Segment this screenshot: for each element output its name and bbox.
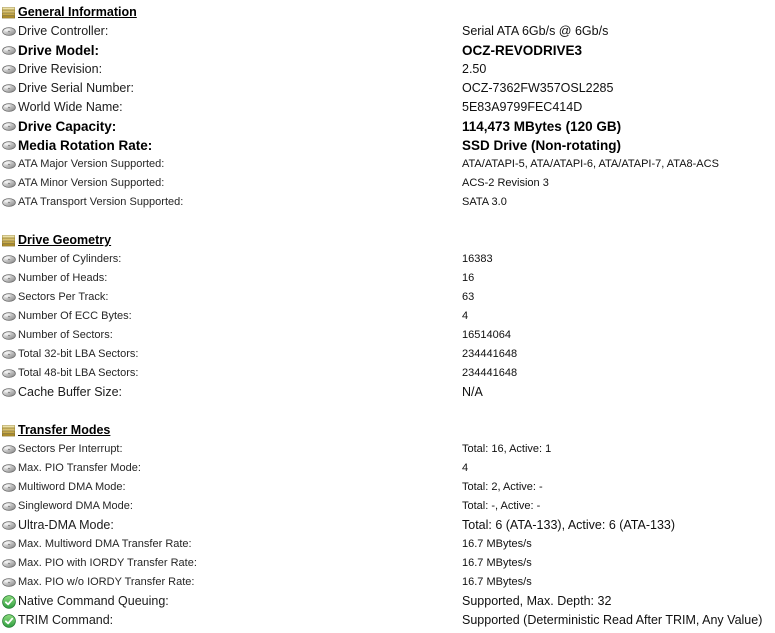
drive-platter-icon — [2, 558, 18, 569]
row-value: 16 — [462, 272, 475, 284]
info-row — [2, 592, 775, 611]
drive-platter-icon — [2, 83, 18, 94]
info-row — [2, 345, 775, 364]
row-label: Ultra-DMA Mode: — [18, 518, 114, 532]
row-label: Cache Buffer Size: — [18, 385, 122, 399]
info-row — [2, 117, 775, 136]
info-row — [2, 155, 775, 174]
row-label: Drive Model: — [18, 43, 100, 58]
row-label: Drive Capacity: — [18, 119, 117, 134]
info-row — [2, 364, 775, 383]
drive-platter-icon — [2, 387, 18, 398]
drive-platter-icon — [2, 482, 18, 493]
info-row — [2, 573, 775, 592]
row-label: Native Command Queuing: — [18, 594, 169, 608]
row-label: Max. PIO with IORDY Transfer Rate: — [18, 557, 197, 569]
drive-platter-icon — [2, 26, 18, 37]
info-row — [2, 41, 775, 60]
section-list-icon — [2, 7, 18, 19]
row-value: ACS-2 Revision 3 — [462, 177, 549, 189]
row-label: Drive Controller: — [18, 24, 109, 38]
row-label: Media Rotation Rate: — [18, 138, 153, 153]
row-value: Total: -, Active: - — [462, 500, 541, 512]
section-header — [2, 421, 775, 440]
info-row — [2, 459, 775, 478]
row-label: Max. PIO w/o IORDY Transfer Rate: — [18, 576, 195, 588]
row-label: Number of Heads: — [18, 272, 108, 284]
info-row — [2, 288, 775, 307]
section-title[interactable]: Drive Geometry — [18, 233, 112, 247]
row-label: Multiword DMA Mode: — [18, 481, 126, 493]
info-row — [2, 136, 775, 155]
section-header — [2, 231, 775, 250]
row-label: World Wide Name: — [18, 100, 123, 114]
drive-platter-icon — [2, 539, 18, 550]
section-title[interactable]: General Information — [18, 5, 137, 19]
drive-platter-icon — [2, 501, 18, 512]
section-list-icon — [2, 235, 18, 247]
info-section — [2, 231, 775, 402]
row-label: Max. Multiword DMA Transfer Rate: — [18, 538, 192, 550]
info-row — [2, 478, 775, 497]
check-icon — [2, 614, 18, 628]
row-label: Total 48-bit LBA Sectors: — [18, 367, 139, 379]
row-value: 4 — [462, 310, 469, 322]
section-list-icon — [2, 425, 18, 437]
drive-platter-icon — [2, 577, 18, 588]
check-icon — [2, 595, 18, 609]
row-value: Supported, Max. Depth: 32 — [462, 594, 612, 608]
row-value: 234441648 — [462, 348, 518, 360]
section-title[interactable]: Transfer Modes — [18, 423, 111, 437]
info-row — [2, 516, 775, 535]
row-value: Total: 16, Active: 1 — [462, 443, 552, 455]
row-label: Max. PIO Transfer Mode: — [18, 462, 141, 474]
info-row — [2, 611, 775, 630]
info-row — [2, 79, 775, 98]
row-value: Supported (Deterministic Read After TRIM, Any Value) — [462, 613, 763, 627]
info-row — [2, 383, 775, 402]
row-value: 114,473 MBytes (120 GB) — [462, 119, 622, 134]
row-label: Drive Serial Number: — [18, 81, 135, 95]
info-row — [2, 22, 775, 41]
info-row — [2, 326, 775, 345]
info-row — [2, 440, 775, 459]
row-value: 16514064 — [462, 329, 511, 341]
row-label: Sectors Per Track: — [18, 291, 109, 303]
row-label: TRIM Command: — [18, 613, 114, 627]
info-row — [2, 60, 775, 79]
row-value: 16.7 MBytes/s — [462, 576, 532, 588]
drive-platter-icon — [2, 273, 18, 284]
info-row — [2, 193, 775, 212]
row-label: Number of Sectors: — [18, 329, 113, 341]
row-label: Total 32-bit LBA Sectors: — [18, 348, 139, 360]
row-value: Total: 6 (ATA-133), Active: 6 (ATA-133) — [462, 518, 676, 532]
row-label: Number of Cylinders: — [18, 253, 122, 265]
info-row — [2, 174, 775, 193]
drive-platter-icon — [2, 140, 18, 151]
drive-platter-icon — [2, 330, 18, 341]
drive-platter-icon — [2, 520, 18, 531]
row-value: ATA/ATAPI-5, ATA/ATAPI-6, ATA/ATAPI-7, ATA8-ACS — [462, 158, 719, 170]
info-row — [2, 554, 775, 573]
row-label: Singleword DMA Mode: — [18, 500, 133, 512]
drive-platter-icon — [2, 45, 18, 56]
row-label: ATA Transport Version Supported: — [18, 196, 184, 208]
row-value: 16.7 MBytes/s — [462, 557, 532, 569]
drive-platter-icon — [2, 463, 18, 474]
info-row — [2, 269, 775, 288]
row-value: 63 — [462, 291, 475, 303]
row-value: 16.7 MBytes/s — [462, 538, 532, 550]
drive-platter-icon — [2, 311, 18, 322]
row-label: Number Of ECC Bytes: — [18, 310, 132, 322]
row-label: ATA Major Version Supported: — [18, 158, 165, 170]
row-value: 4 — [462, 462, 469, 474]
drive-platter-icon — [2, 64, 18, 75]
info-row — [2, 307, 775, 326]
row-value: Serial ATA 6Gb/s @ 6Gb/s — [462, 24, 609, 38]
info-section — [2, 3, 775, 212]
row-value: SATA 3.0 — [462, 196, 507, 208]
drive-platter-icon — [2, 349, 18, 360]
info-row — [2, 535, 775, 554]
drive-platter-icon — [2, 121, 18, 132]
drive-platter-icon — [2, 254, 18, 265]
drive-platter-icon — [2, 197, 18, 208]
row-value: OCZ-REVODRIVE3 — [462, 43, 583, 58]
info-section — [2, 421, 775, 630]
row-label: Drive Revision: — [18, 62, 103, 76]
drive-platter-icon — [2, 292, 18, 303]
row-value: 16383 — [462, 253, 493, 265]
drive-platter-icon — [2, 178, 18, 189]
drive-platter-icon — [2, 102, 18, 113]
row-value: 2.50 — [462, 62, 487, 76]
drive-platter-icon — [2, 159, 18, 170]
section-header — [2, 3, 775, 22]
info-row — [2, 497, 775, 516]
drive-platter-icon — [2, 444, 18, 455]
row-value: OCZ-7362FW357OSL2285 — [462, 81, 614, 95]
row-value: N/A — [462, 385, 483, 399]
row-value: Total: 2, Active: - — [462, 481, 543, 493]
row-value: 5E83A9799FEC414D — [462, 100, 583, 114]
row-label: ATA Minor Version Supported: — [18, 177, 165, 189]
info-row — [2, 98, 775, 117]
row-value: 234441648 — [462, 367, 518, 379]
drive-platter-icon — [2, 368, 18, 379]
info-row — [2, 250, 775, 269]
row-value: SSD Drive (Non-rotating) — [462, 138, 622, 153]
row-label: Sectors Per Interrupt: — [18, 443, 123, 455]
